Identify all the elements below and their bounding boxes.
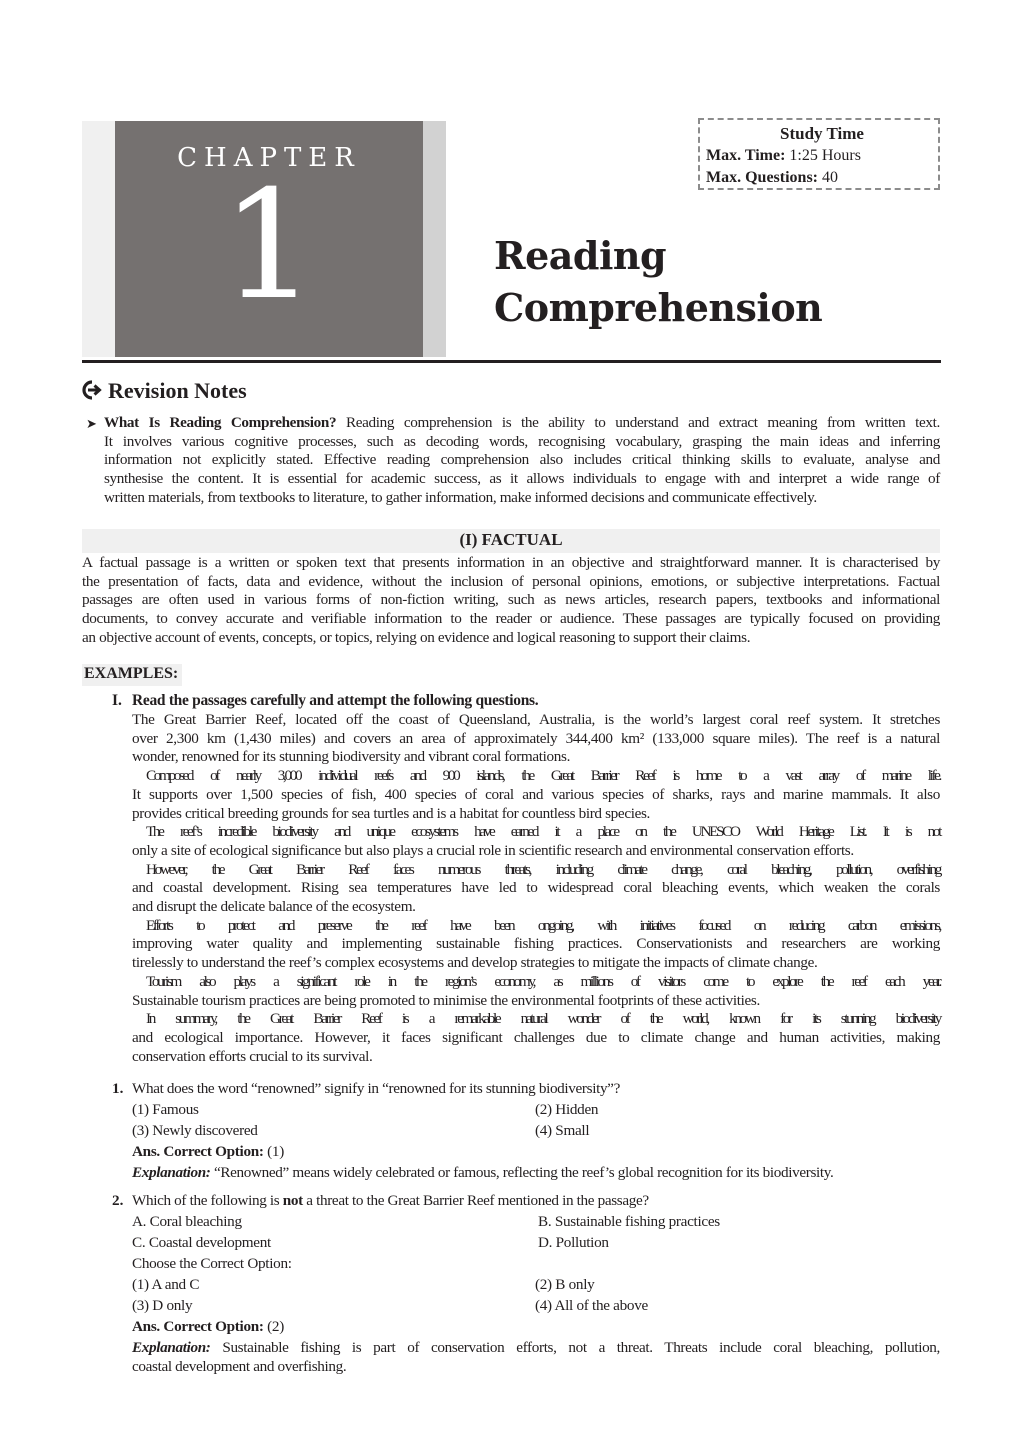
question-2-option-4: (4) All of the above [535, 1297, 648, 1314]
passage-line: In summary, the Great Barrier Reef is a remarkable natural wonder of the world, known for its stunning biodiversity [146, 1010, 940, 1028]
passage-line: However, the Great Barrier Reef faces numerous threats, including climate change, coral bleaching, pollution, overfishing [146, 860, 940, 878]
question-2-option-3: (3) D only [132, 1297, 193, 1314]
max-time-value: 1:25 Hours [789, 147, 861, 164]
passage-line: only a site of ecological significance but also plays a crucial role in scientific research and environmental conservation efforts. [132, 841, 854, 859]
question-2-explanation [132, 1339, 940, 1376]
chapter-title-line-1: Reading [494, 233, 667, 278]
text-line: It involves various cognitive processes, such as decoding words, recognising vocabulary, grasping the main ideas and inferring [104, 432, 940, 450]
chapter-label: CHAPTER [177, 143, 361, 173]
reading-passage [132, 711, 940, 1066]
question-1-option-2: (2) Hidden [535, 1101, 599, 1118]
max-questions-row [706, 167, 938, 189]
passage-line: conservation efforts crucial to its survival. [132, 1047, 373, 1065]
revision-notes-title: Revision Notes [108, 378, 247, 403]
question-2-option-2: (2) B only [535, 1276, 595, 1293]
question-2-statement-c: C. Coastal development [132, 1234, 271, 1251]
examples-heading: EXAMPLES: [84, 665, 179, 682]
passage-line: and coastal development. Rising sea temperatures have led to widespread coral bleaching events, which weaken the corals [132, 879, 940, 897]
text-line: Explanation: Sustainable fishing is part of conservation efforts, not a threat. Threats include coral bleaching, pollution, [132, 1339, 940, 1356]
chapter-banner-edge [423, 121, 446, 357]
answer-value: (2) [263, 1318, 284, 1335]
question-1-option-1: (1) Famous [132, 1101, 199, 1118]
question-2-text: Which of the following is not a threat to the Great Barrier Reef mentioned in the passage? [132, 1192, 649, 1209]
passage-line: The reef’s incredible biodiversity and unique ecosystems have earned it a place on the UNESCO World Heritage List. It is not [146, 823, 940, 841]
text-line: synthesise the content. It is essential for academic success, as it allows individuals to engage with and interpret a wide range of [104, 470, 940, 488]
explanation-label: Explanation: [132, 1339, 211, 1356]
revision-notes-paragraph [104, 414, 940, 508]
study-time-box [698, 118, 940, 190]
revision-notes-heading [82, 378, 247, 404]
answer-value: (1) [263, 1143, 284, 1160]
text-line: passages are often used in various forms of non-fiction writing, such as news articles, research papers, textbooks and informational [82, 591, 940, 609]
chapter-number: 1 [221, 159, 317, 333]
passage-line: Composed of nearly 3,000 individual reefs and 900 islands, the Great Barrier Reef is home to a vast array of marine life. [146, 767, 940, 785]
question-2-statement-a: A. Coral bleaching [132, 1213, 242, 1230]
passage-line: Tourism also plays a significant role in the region’s economy, as millions of visitors come to explore the reef each year. [146, 972, 940, 990]
text-line: A factual passage is a written or spoken text that presents information in an objective and straightforward manner. It is characterised by [82, 554, 940, 571]
question-1-option-4: (4) Small [535, 1122, 590, 1139]
passage-line: It supports over 1,500 species of fish, 400 species of coral and various species of sharks, rays and marine mammals. It also [132, 785, 940, 803]
text-line: information not explicitly stated. Effective reading comprehension also includes critical thinking skills to evaluate, analyse and [104, 451, 940, 469]
passage-line: and ecological importance. However, it faces significant challenges due to climate change and human activities, making [132, 1028, 940, 1046]
passage-line: wonder, renowned for its stunning biodiversity and vibrant coral formations. [132, 748, 571, 766]
passage-line: provides critical breeding grounds for sea turtles and is a habitat for countless bird species. [132, 804, 650, 822]
max-time-label: Max. Time: [706, 147, 786, 164]
circle-arrow-right-icon [82, 380, 102, 400]
text-line: Explanation: “Renowned” means widely celebrated or famous, reflecting the reef’s global recognition for its biodiversity. [132, 1164, 834, 1181]
question-2-choose-label: Choose the Correct Option: [132, 1255, 292, 1272]
text-line: documents, to convey accurate and verifiable information to the reader or audience. These passages are typically focused on providing [82, 610, 940, 628]
text-line: an objective account of events, concepts, or topics, relying on evidence and logical reasoning to support their claims. [82, 628, 751, 646]
passage-line: over 2,300 km (1,430 miles) and covers an area of approximately 344,400 km² (133,000 square miles). The reef is a natural [132, 729, 940, 747]
explanation-label: Explanation: [132, 1164, 211, 1181]
factual-paragraph [82, 554, 940, 648]
passage-line: Sustainable tourism practices are being promoted to minimise the environmental footprints of these activities. [132, 991, 760, 1009]
text-line: What Is Reading Comprehension? Reading comprehension is the ability to understand and extract meaning from written text. [104, 414, 940, 431]
passage-line: improving water quality and implementing sustainable fishing practices. Conservationists and researchers are working [132, 935, 940, 953]
max-questions-label: Max. Questions: [706, 169, 818, 186]
study-time-title: Study Time [780, 124, 864, 143]
passage-line: and disrupt the delicate balance of the ecosystem. [132, 898, 416, 916]
answer-label: Ans. Correct Option: [132, 1143, 264, 1160]
text-line: written materials, from textbooks to literature, to gather information, make informed decisions and communicate effectively. [104, 488, 817, 506]
question-2-statement-b: B. Sustainable fishing practices [538, 1213, 720, 1230]
question-1-explanation [132, 1164, 940, 1183]
max-time-row [706, 145, 938, 167]
definition-term: What Is Reading Comprehension? [104, 414, 337, 431]
question-1-number: 1. [112, 1080, 124, 1097]
question-1-answer [132, 1143, 284, 1161]
chapter-title [494, 230, 822, 334]
header-divider [82, 360, 941, 363]
instruction-text: Read the passages carefully and attempt the following questions. [132, 692, 539, 709]
chapter-banner [115, 121, 423, 357]
passage-line: tirelessly to understand the reef’s complex ecosystems and develop strategies to mitigate the impacts of climate change. [132, 954, 818, 972]
question-2-answer [132, 1318, 284, 1336]
instruction-number: I. [112, 692, 122, 709]
question-1-text: What does the word “renowned” signify in “renowned for its stunning biodiversity”? [132, 1080, 620, 1097]
question-1-option-3: (3) Newly discovered [132, 1122, 258, 1139]
text-line: the presentation of facts, data and evidence, without the inclusion of personal opinions, emotions, or subjective interpretations. Factual [82, 572, 940, 590]
answer-label: Ans. Correct Option: [132, 1318, 264, 1335]
factual-heading: (I) FACTUAL [459, 530, 563, 549]
arrowhead-bullet-icon: ➤ [86, 416, 97, 431]
text-line: coastal development and overfishing. [132, 1357, 347, 1375]
question-2-statement-d: D. Pollution [538, 1234, 609, 1251]
emphasis-not: not [282, 1192, 303, 1209]
question-2-number: 2. [112, 1192, 124, 1209]
chapter-title-line-2: Comprehension [494, 285, 823, 330]
passage-line: Efforts to protect and preserve the reef have been ongoing, with initiatives focused on reducing carbon emissions, [146, 916, 940, 934]
question-2-option-1: (1) A and C [132, 1276, 200, 1293]
max-questions-value: 40 [822, 169, 838, 186]
passage-line: The Great Barrier Reef, located off the coast of Queensland, Australia, is the world’s largest coral reef system. It stretches [132, 711, 940, 728]
